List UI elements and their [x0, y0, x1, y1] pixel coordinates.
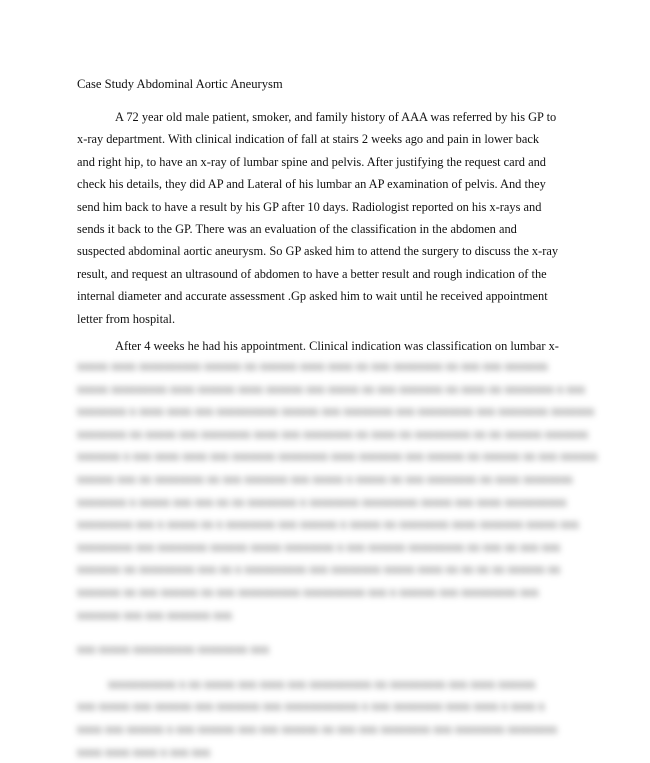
paragraph-line: check his details, they did AP and Lateral of his lumbar an AP examination of pelvis. And they [77, 177, 546, 192]
document-title: Case Study Abdominal Aortic Aneurysm [77, 77, 283, 91]
paragraph-line: suspected abdominal aortic aneurysm. So GP asked him to attend the surgery to discuss the x-ray [77, 244, 559, 259]
paragraph-line: send him back to have a result by his GP after 10 days. Radiologist reported on his x-rays and [77, 199, 542, 214]
blurred-preview-region: xxxxx xxxx xxxxxxxxxx xxxxxx xx xxxxxx xxxx xxxx xx xxx xxxxxxxx xx xxx xxx xxxxxxx xxxxx xxxxxxxxx xxxx xxxxxx xxxx xxxxxx xxx xxxxx xx xxx xxxxxxx xx xxxx xx xxxxxxxx x xxx xxxxxxxx x xxxx xxxx xxx xxxxxxxxxx xxxxxx xxx xxxxxxxx xxx xxxxxxxxx xxx xxxxxxxx xxxxxxx xxxxxxxx xx xxxxx xxx xxxxxxxx xxxx xxx xxxxxxxx xx xxxx xx xxxxxxxxx xx xx xxxxxx xxxxxxx xxxxxxx x xxx xxxx xxxx xxx xxxxxxx xxxxxxxx xxxx xxxxxxx xxx xxxxxx xx xxxxxx xx xxx xxxxxx xxxxxx xxx xx xxxxxxxx xx xxx xxxxxxx xxx xxxxx x xxxxx xx xxx xxxxxxxx xx xxxx xxxxxxxx xxxxxxxx x xxxxx xxx xxx xx xx xxxxxxxx x xxxxxxxx xxxxxxxxx xxxxx xxx xxxx xxxxxxxxxx xxxxxxxxx xxx x xxxxx xx x xxxxxxxx xxx xxxxxx x xxxxx xx xxxxxxxx xxxx xxxxxxx xxxxx xxx xxxxxxxxx xxx xxxxxxxx xxxxxx xxxxx xxxxxxxx x xxx xxxxxx xxxxxxxxx xx xxx xx xxx xxx xxxxxxx xx xxxxxxxxx xxx xx x xxxxxxxxxx xxx xxxxxxxx xxxxx xxxx xx xx xx xx xxxxxx xx xxxxxxx xx xxx xxxxxx xx xxx xxxxxxxxxx xxxxxxxxxx xxx x xxxxxx xxx xxxxxxxxx xxx xxxxxxx xxx xxx xxxxxxx xxx xxx xxxxx xxxxxxxxxx xxxxxxxx xxx xxxxxxxxxxx x xx xxxxx xxx xxxx xxx xxxxxxxxxx xx xxxxxxxxx xxx xxxx xxxxxx xxx xxxxx xxx xxxxxx xxx xxxxxxx xxx xxxxxxxxxxxx x xxx xxxxxxxx xxxx xxxx x xxxx x xxxx xxx xxxxxx x xxx xxxxxx xxx xxx xxxxxx xx xxx xxx xxxxxxxx xxx xxxxxxxx xxxxxxxx xxxx xxxx xxxx x xxx xxx [77, 359, 598, 759]
paragraph-line: A 72 year old male patient, smoker, and family history of AAA was referred by his GP to [115, 110, 557, 124]
paragraph-line: internal diameter and accurate assessment .Gp asked him to wait until he received appointment [77, 289, 548, 304]
paragraph-line: letter from hospital. [77, 311, 176, 326]
paragraph-line: result, and request an ultrasound of abdomen to have a better result and rough indication of the [77, 266, 547, 281]
paragraph-line: x-ray department. With clinical indication of fall at stairs 2 weeks ago and pain in lower back [77, 132, 540, 147]
paragraph-line: After 4 weeks he had his appointment. Clinical indication was classification on lumbar x- [115, 339, 559, 353]
paragraph-1 [77, 106, 577, 330]
paragraph-line: sends it back to the GP. There was an evaluation of the classification in the abdomen and [77, 221, 517, 236]
paragraph-line: and right hip, to have an x-ray of lumbar spine and pelvis. After justifying the request card and [77, 154, 546, 169]
